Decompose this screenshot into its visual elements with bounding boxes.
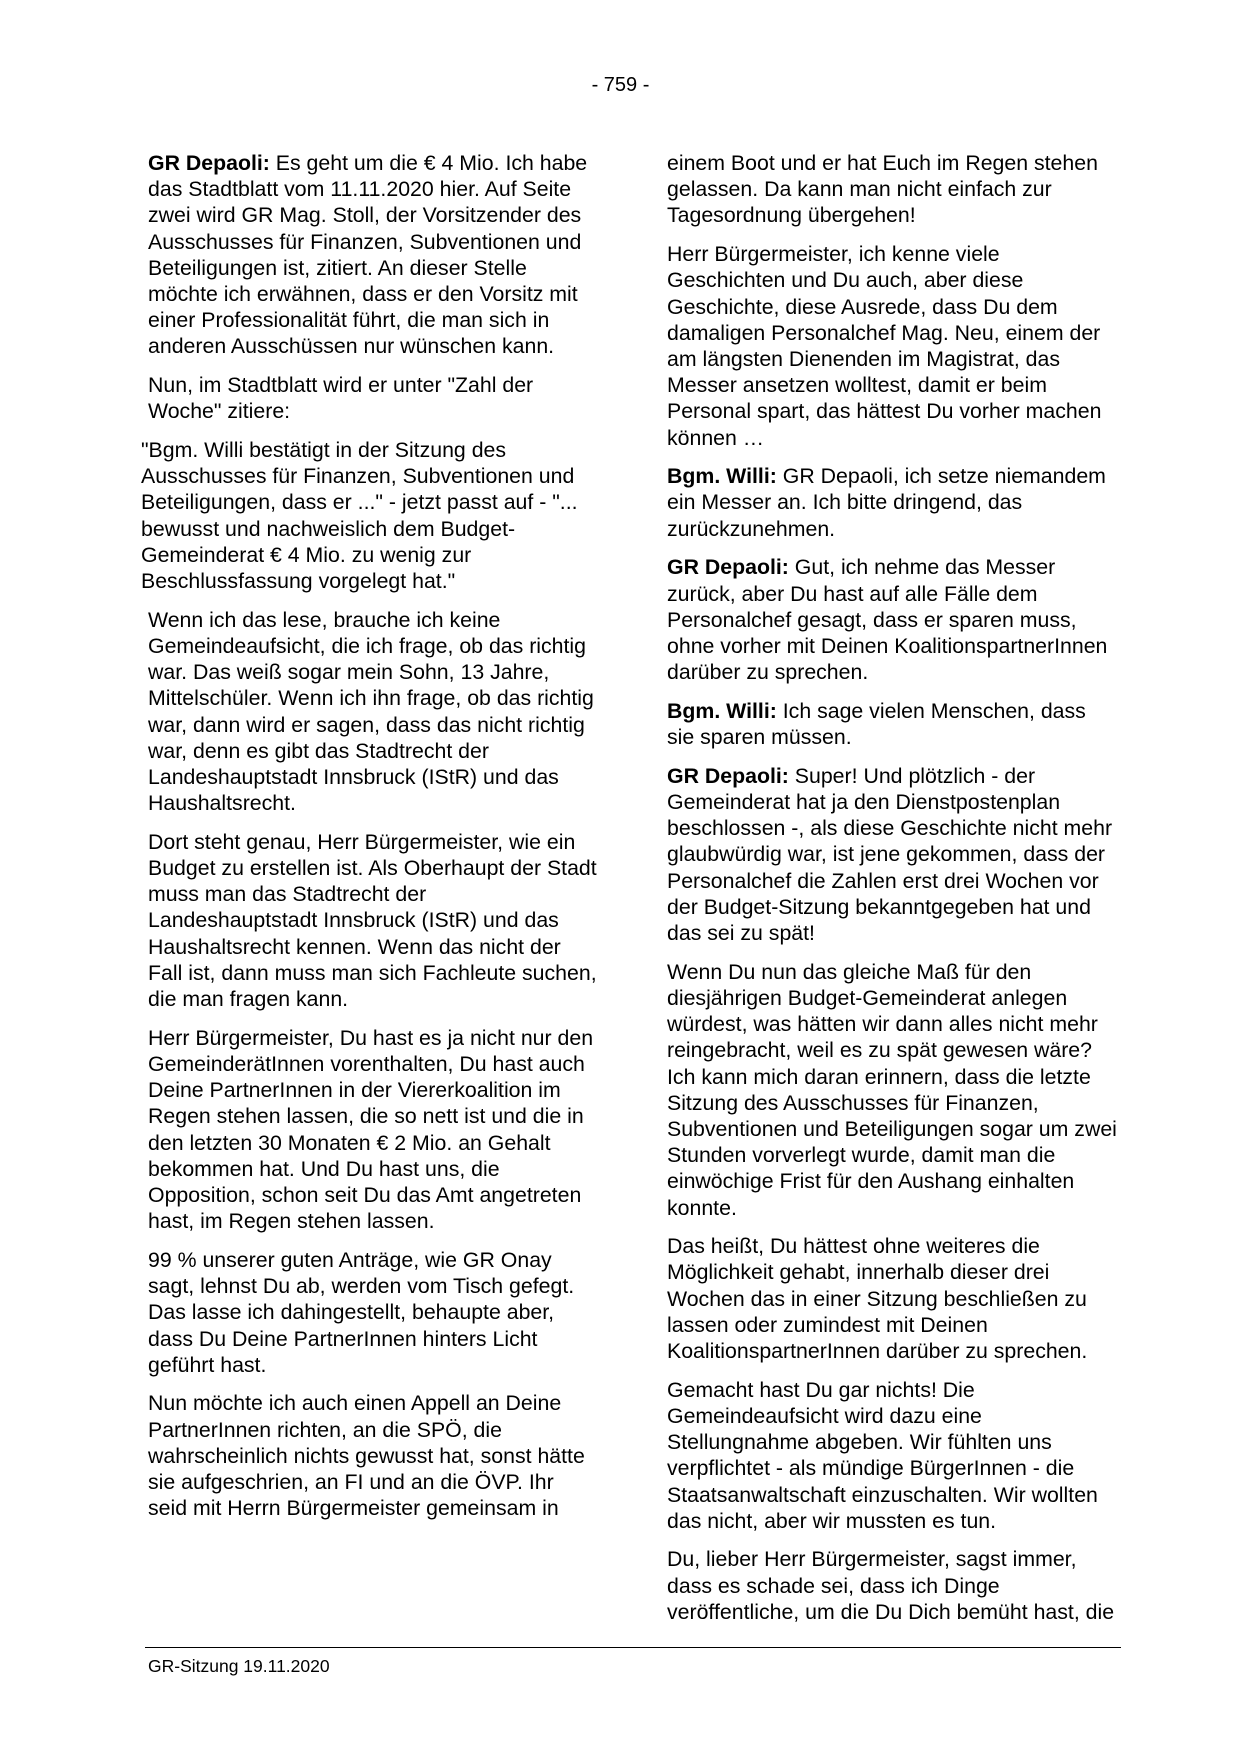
- paragraph-text: Du, lieber Herr Bürgermeister, sagst immer, dass es schade sei, dass ich Dinge veröffentliche, um die Du Dich bemüht hast, die: [667, 1547, 1115, 1624]
- paragraph-speech-depaoli: [148, 150, 598, 360]
- paragraph-text: Nun möchte ich auch einen Appell an Deine PartnerInnen richten, an die SPÖ, die wahrscheinlich nichts gewusst hat, sonst hätte sie aufgeschrien, an FI und an die ÖVP. Ihr seid mit Herrn Bürgermeister gemeinsam in: [148, 1391, 585, 1521]
- paragraph-text: Ich sage vielen Menschen, dass sie sparen müssen.: [667, 698, 1086, 750]
- paragraph: [148, 607, 598, 817]
- paragraph-text: "Bgm. Willi bestätigt in der Sitzung des Ausschusses für Finanzen, Subventionen und Beteiligungen, dass er ..." - jetzt passt auf - "... bewusst und nachweislich dem Budget-Gemeinderat € 4 Mio. zu wenig zur Beschlussfassung vorgelegt hat.": [141, 438, 578, 594]
- paragraph: [667, 150, 1117, 229]
- paragraph-text: Gut, ich nehme das Messer zurück, aber Du hast auf alle Fälle dem Personalchef gesagt, dass er sparen muss, ohne vorher mit Deinen KoalitionspartnerInnen darüber zu sprechen.: [667, 555, 1108, 685]
- paragraph: [148, 1390, 598, 1521]
- speaker-label: Bgm. Willi:: [667, 464, 777, 489]
- paragraph: [667, 1377, 1117, 1534]
- paragraph: [667, 241, 1117, 451]
- paragraph: [667, 959, 1117, 1221]
- speaker-label: Bgm. Willi:: [667, 698, 777, 723]
- paragraph-text: 99 % unserer guten Anträge, wie GR Onay sagt, lehnst Du ab, werden vom Tisch gefegt. Das lasse ich dahingestellt, behaupte aber, dass Du Deine PartnerInnen hinters Licht geführt hast.: [148, 1247, 575, 1377]
- paragraph: [148, 1247, 598, 1378]
- paragraph-text: Gemacht hast Du gar nichts! Die Gemeindeaufsicht wird dazu eine Stellungnahme abgeben. Wir fühlten uns verpflichtet - als mündige BürgerInnen - die Staatsanwaltschaft einzuschalten. Wir wollten das nicht, aber wir mussten es tun.: [667, 1377, 1098, 1533]
- footer-divider: [145, 1647, 1121, 1648]
- paragraph: [148, 829, 598, 1012]
- page-number: - 759 -: [591, 74, 650, 96]
- quote-paragraph: [141, 437, 598, 594]
- paragraph-text: Wenn Du nun das gleiche Maß für den diesjährigen Budget-Gemeinderat anlegen würdest, was hätten wir dann alles nicht mehr reingebracht, weil es zu spät gewesen wäre? Ich kann mich daran erinnern, dass die letzte Sitzung des Ausschusses für Finanzen, Subventionen und Beteiligungen sogar um zwei Stunden vorverlegt wurde, damit man die einwöchige Frist für den Aushang einhalten konnte.: [667, 959, 1117, 1220]
- footer-session-date: GR-Sitzung 19.11.2020: [148, 1656, 330, 1676]
- paragraph-text: GR Depaoli, ich setze niemandem ein Messer an. Ich bitte dringend, das zurückzunehmen.: [667, 464, 1106, 541]
- paragraph-speech-willi: [667, 698, 1117, 750]
- paragraph-text: Es geht um die € 4 Mio. Ich habe das Stadtblatt vom 11.11.2020 hier. Auf Seite zwei wird GR Mag. Stoll, der Vorsitzender des Ausschusses für Finanzen, Subventionen und Beteiligungen ist, zitiert. An dieser Stelle möchte ich erwähnen, dass er den Vorsitz mit einer Professionalität führt, die man sich in anderen Ausschüssen nur wünschen kann.: [148, 151, 588, 359]
- paragraph: [148, 1025, 598, 1235]
- paragraph-text: einem Boot und er hat Euch im Regen stehen gelassen. Da kann man nicht einfach zur Tagesordnung übergehen!: [667, 151, 1098, 228]
- speaker-label: GR Depaoli:: [667, 763, 789, 788]
- paragraph-text: Herr Bürgermeister, ich kenne viele Geschichten und Du auch, aber diese Geschichte, diese Ausrede, dass Du dem damaligen Personalchef Mag. Neu, einem der am längsten Dienenden im Magistrat, das Messer ansetzen wolltest, damit er beim Personal spart, das hättest Du vorher machen können …: [667, 242, 1102, 450]
- paragraph-text: Das heißt, Du hättest ohne weiteres die Möglichkeit gehabt, innerhalb dieser drei Wochen das in einer Sitzung beschließen zu lassen oder zumindest mit Deinen KoalitionspartnerInnen darüber zu sprechen.: [667, 1234, 1088, 1364]
- paragraph-speech-depaoli: [667, 763, 1117, 946]
- paragraph-text: Nun, im Stadtblatt wird er unter "Zahl der Woche" zitiere:: [148, 373, 534, 424]
- paragraph-text: Dort steht genau, Herr Bürgermeister, wie ein Budget zu erstellen ist. Als Oberhaupt der Stadt muss man das Stadtrecht der Landeshauptstadt Innsbruck (IStR) und das Haushaltsrecht kennen. Wenn das nicht der Fall ist, dann muss man sich Fachleute suchen, die man fragen kann.: [148, 829, 597, 1012]
- paragraph-speech-willi: [667, 463, 1117, 542]
- left-column: [141, 150, 598, 1534]
- right-column: [667, 150, 1117, 1638]
- speaker-label: GR Depaoli:: [667, 555, 789, 580]
- paragraph-text: Wenn ich das lese, brauche ich keine Gemeindeaufsicht, die ich frage, ob das richtig war. Das weiß sogar mein Sohn, 13 Jahre, Mittelschüler. Wenn ich ihn frage, ob das richtig war, dann wird er sagen, dass das nicht richtig war, denn es gibt das Stadtrecht der Landeshauptstadt Innsbruck (IStR) und das Haushaltsrecht.: [148, 607, 594, 816]
- paragraph: [667, 1233, 1117, 1364]
- paragraph: [667, 1546, 1117, 1625]
- paragraph: [148, 372, 598, 424]
- paragraph-text: Super! Und plötzlich - der Gemeinderat hat ja den Dienstpostenplan beschlossen -, als diese Geschichte nicht mehr glaubwürdig war, ist jene gekommen, dass der Personalchef die Zahlen erst drei Wochen vor der Budget-Sitzung bekanntgegeben hat und das sei zu spät!: [667, 763, 1113, 945]
- paragraph-speech-depaoli: [667, 554, 1117, 685]
- speaker-label: GR Depaoli:: [148, 151, 270, 175]
- paragraph-text: Herr Bürgermeister, Du hast es ja nicht nur den GemeinderätInnen vorenthalten, Du hast auch Deine PartnerInnen in der Viererkoalition im Regen stehen lassen, die so nett ist und die in den letzten 30 Monaten € 2 Mio. an Gehalt bekommen hat. Und Du hast uns, die Opposition, schon seit Du das Amt angetreten hast, im Regen stehen lassen.: [148, 1025, 594, 1234]
